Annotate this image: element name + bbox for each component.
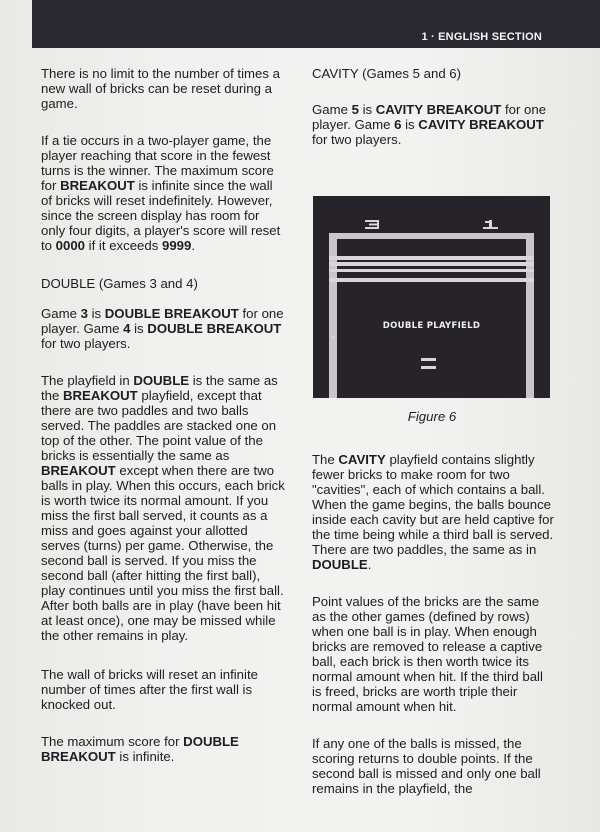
- player-2-score-digit: [481, 220, 499, 229]
- double-playfield-label: DOUBLE PLAYFIELD: [382, 321, 481, 331]
- paragraph-bricks-reset: There is no limit to the number of times a new wall of bricks can be reset during a game.: [41, 66, 280, 111]
- brick-row: [329, 278, 534, 282]
- right-column-lower: [312, 452, 554, 796]
- paragraph-double-max-score: The maximum score for DOUBLE BREAKOUT is infinite.: [41, 734, 239, 764]
- figure-6-game-screen: [313, 196, 550, 398]
- paragraph-double-playfield: The playfield in DOUBLE is the same as the BREAKOUT playfield, except that there are two paddles and two balls served. The paddles are stacked one on top of the other. The point value of the bricks is essentially the same as BREAKOUT except when there are two balls in play. When this occurs, each brick is worth twice its normal amount. If you miss the first ball served, it counts as a miss and goes against your allotted serves (turns) per game. Otherwise, the second ball is served. If you miss the second ball (after hitting the first ball), play continues until you miss the first ball. After both balls are in play (have been hit at least once), one may be missed while the other remains in play.: [41, 373, 285, 643]
- lower-paddle: [421, 366, 436, 369]
- player-1-score-digit: [365, 220, 381, 229]
- paragraph-cavity-points: Point values of the bricks are the same as the other games (defined by rows) when one ball is in play. When enough bricks are removed to release a captive ball, each brick is then worth twice its normal amount when hit. If the third ball is freed, bricks are worth triple their normal amount when hit.: [312, 594, 543, 714]
- paragraph-tie-rules: If a tie occurs in a two-player game, the player reaching that score in the fewest turns is the winner. The maximum score for BREAKOUT is infinite since the wall of bricks will reset indefinitely. However, since the screen display has room for only four digits, a player's score will reset to 0000 if it exceeds 9999.: [41, 133, 281, 253]
- cavity-heading: CAVITY (Games 5 and 6): [312, 66, 462, 81]
- left-column: [41, 66, 285, 764]
- section-header-bar: [32, 0, 600, 48]
- paragraph-double-games: Game 3 is DOUBLE BREAKOUT for one player. Game 4 is DOUBLE BREAKOUT for two players.: [41, 306, 284, 351]
- right-column: [312, 66, 554, 147]
- section-label: 1 · ENGLISH SECTION: [421, 31, 542, 43]
- upper-paddle: [421, 358, 436, 361]
- brick-row: [329, 269, 534, 272]
- paragraph-missed-balls: If any one of the balls is missed, the scoring returns to double points. If the second ball is missed and only one ball remains in the playfield, the: [312, 736, 541, 796]
- paragraph-cavity-playfield: The CAVITY playfield contains slightly fewer bricks to make room for two "cavities", each of which contains a ball. When the game begins, the balls bounce inside each cavity but are held captive for the time being while a third ball is served. There are two paddles, the same as in DOUBLE.: [312, 452, 554, 572]
- figure-caption: Figure 6: [407, 409, 457, 424]
- brick-row: [329, 256, 534, 260]
- ball: [332, 336, 335, 339]
- brick-row: [329, 262, 534, 266]
- paragraph-wall-reset: The wall of bricks will reset an infinite number of times after the first wall is knocked out.: [41, 667, 258, 712]
- double-heading: DOUBLE (Games 3 and 4): [41, 276, 198, 291]
- top-wall: [329, 233, 534, 239]
- paragraph-cavity-games: Game 5 is CAVITY BREAKOUT for one player. Game 6 is CAVITY BREAKOUT for two players.: [312, 102, 547, 147]
